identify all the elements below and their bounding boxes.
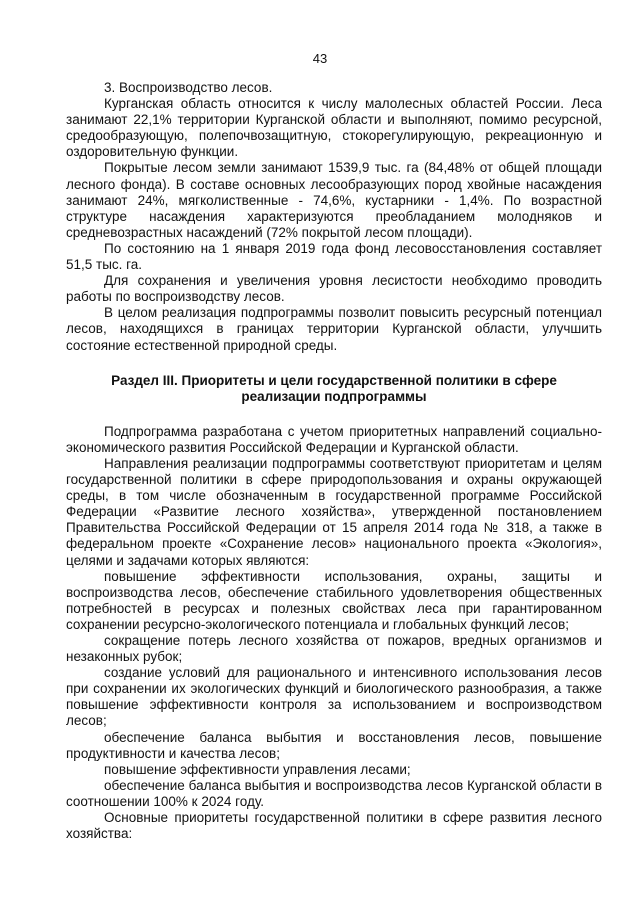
list-item: повышение эффективности управления лесами; [104,761,411,777]
section-heading-line1: Раздел III. Приоритеты и цели государственной политики в сфере [111,372,557,388]
document-body [66,80,602,842]
paragraph-forest-share: Курганская область относится к числу малолесных областей России. Леса занимают 22,1% территории Курганской области и выполняют, помимо ресурсной, средообразующую, полепочвозащитную, стокорегулирующую, рекреационную и оздоровительную функции. [66,96,602,160]
section-heading [66,373,602,405]
paragraph-subprogram-basis: Подпрограмма разработана с учетом приоритетных направлений социально-экономического развития Российской Федерации и Курганской области. [66,423,602,455]
list-item: обеспечение баланса выбытия и восстановления лесов, повышение продуктивности и качества лесов; [66,729,602,761]
section-title: 3. Воспроизводство лесов. [104,80,273,95]
paragraph-subprogram-effect: В целом реализация подпрограммы позволит повысить ресурсный потенциал лесов, находящихся в границах территории Курганской области, улучшить состояние естественной природной среды. [66,305,602,353]
list-item: сокращение потерь лесного хозяйства от пожаров, вредных организмов и незаконных рубок; [66,633,602,665]
paragraph-reforestation-fund: По состоянию на 1 января 2019 года фонд лесовосстановления составляет 51,5 тыс. га. [66,240,602,273]
section-heading-line2: реализации подпрограммы [241,388,427,404]
list-item: повышение эффективности использования, охраны, защиты и воспроизводства лесов, обеспечение стабильного удовлетворения общественных потребностей в ресурсах и полезных свойствах леса при гарантированном сохранении ресурсно-экологического потенциала и глобальных функций лесов; [66,568,602,632]
paragraph-directions: Направления реализации подпрограммы соответствуют приоритетам и целям государственной политики в сфере природопользования и охраны окружающей среды, в том числе обозначенным в государственной программе Российской Федерации «Развитие лесного хозяйства», утвержденной постановлением Правительства Российской Федерации от 15 апреля 2014 года № 318, а также в федеральном проекте «Сохранение лесов» национального проекта «Экология», целями и задачами которых являются: [66,455,602,568]
paragraph-reproduction-need: Для сохранения и увеличения уровня лесистости необходимо проводить работы по воспроизводству лесов. [66,273,602,305]
list-item: создание условий для рационального и интенсивного использования лесов при сохранении их экологических функций и биологического разнообразия, а также повышение эффективности контроля за использованием и воспроизводством лесов; [66,665,602,729]
list-item: обеспечение баланса выбытия и воспроизводства лесов Курганской области в соотношении 100% к 2024 году. [66,777,602,809]
paragraph-forest-cover: Покрытые лесом земли занимают 1539,9 тыс. га (84,48% от общей площади лесного фонда). В составе основных лесообразующих пород хвойные насаждения занимают 24%, мягколиственные - 74,6%, кустарники - 1,4%. По возрастной структуре насаждения характеризуются преобладанием молодняков и средневозрастных насаждений (72% покрытой лесом площади). [66,160,602,240]
page-number: 43 [312,51,328,66]
paragraph-priorities: Основные приоритеты государственной политики в сфере развития лесного хозяйства: [66,810,602,842]
